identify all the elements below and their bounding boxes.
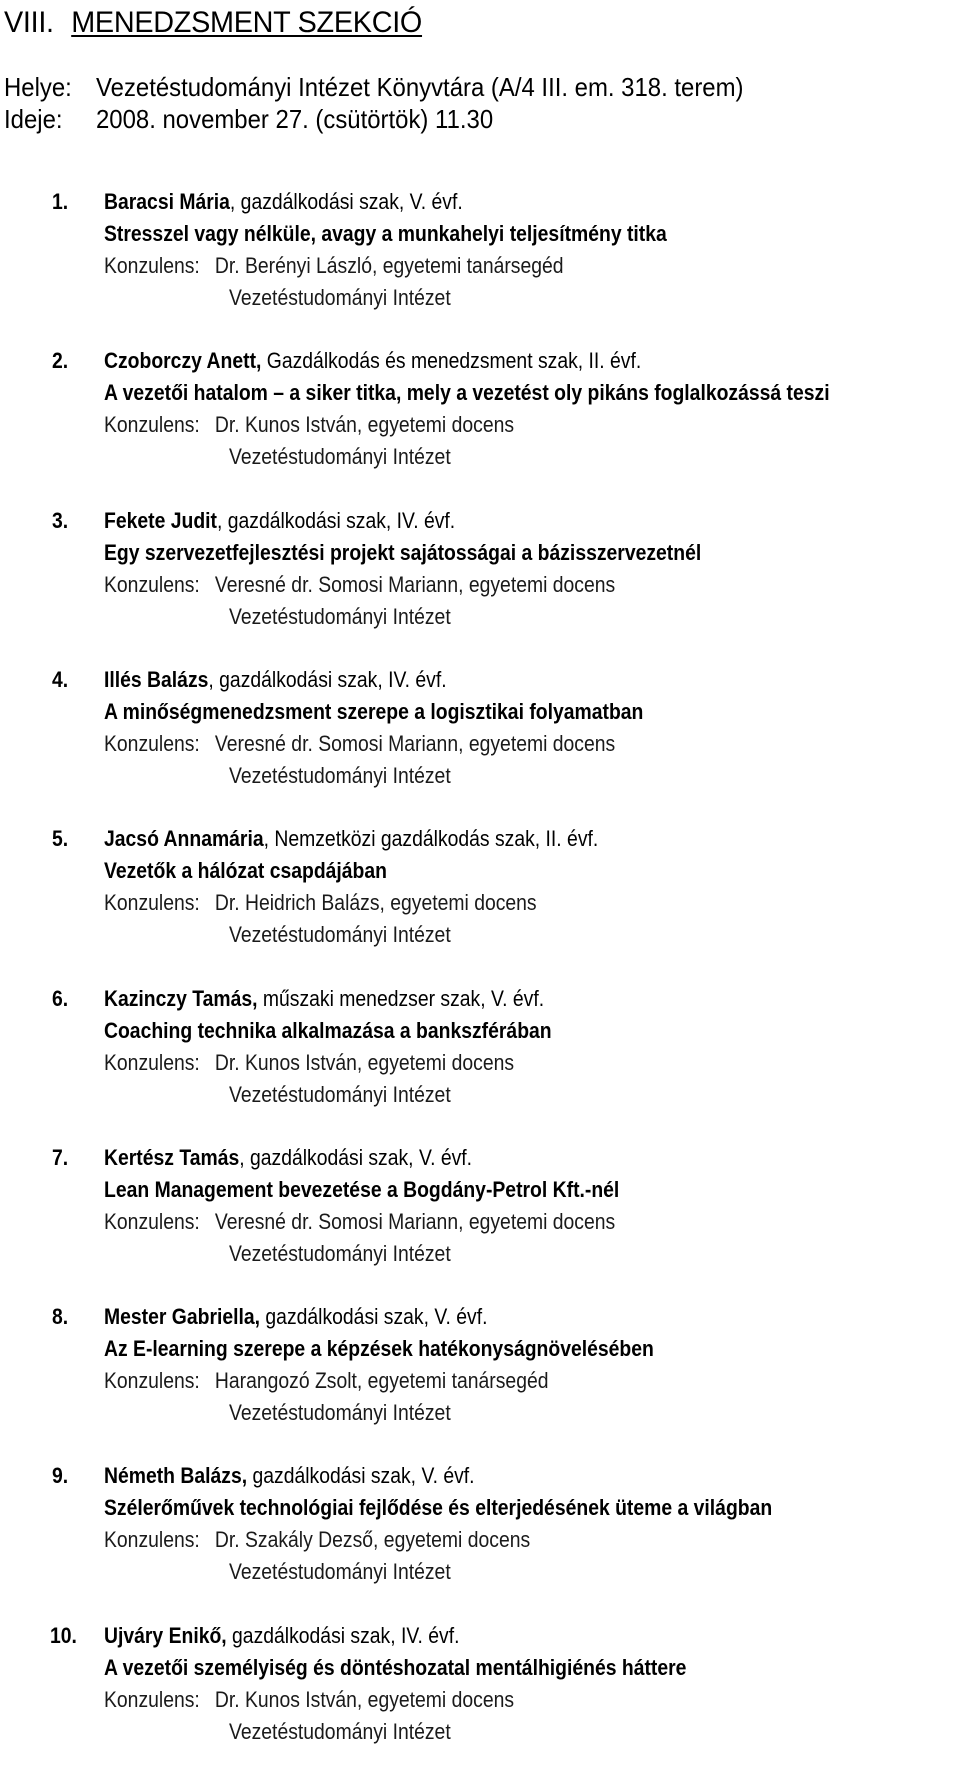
presentation-title: Stresszel vagy nélküle, avagy a munkahelyi teljesítmény titka <box>104 221 667 246</box>
presentation-title: Lean Management bevezetése a Bogdány-Petrol Kft.-nél <box>104 1177 620 1202</box>
advisor-name: Veresné dr. Somosi Mariann, egyetemi docens <box>214 572 616 597</box>
advisor-line <box>104 1526 530 1554</box>
advisor-label: Konzulens: <box>104 1368 200 1393</box>
presentation-title: Az E-learning szerepe a képzések hatékonyságnövelésében <box>104 1336 654 1361</box>
location-label: Helye: <box>4 72 72 102</box>
entry-number: 7. <box>52 1145 69 1170</box>
advisor-line <box>104 1208 615 1236</box>
advisor-line <box>104 411 514 439</box>
advisor-name: Dr. Kunos István, egyetemi docens <box>214 412 515 437</box>
advisor-line <box>104 889 537 917</box>
student-name: Jacsó Annamária <box>104 826 264 851</box>
time-line <box>4 103 493 135</box>
student-program: , gazdálkodási szak, IV. évf. <box>216 508 456 533</box>
student-name: Németh Balázs, <box>104 1463 248 1488</box>
advisor-line <box>104 730 615 758</box>
institute-name: Vezetéstudományi Intézet <box>229 763 451 788</box>
presentation-entry <box>0 507 960 667</box>
advisor-line <box>104 1049 514 1077</box>
section-number: VIII. <box>4 6 54 39</box>
advisor-label: Konzulens: <box>104 1687 200 1712</box>
institute-name: Vezetéstudományi Intézet <box>229 1241 451 1266</box>
presentation-entry <box>0 1462 960 1622</box>
student-line <box>104 825 598 853</box>
student-line <box>104 1622 459 1650</box>
entry-number: 8. <box>52 1304 69 1329</box>
entry-number: 1. <box>52 189 69 214</box>
presentation-title: A vezetői személyiség és döntéshozatal mentálhigiénés háttere <box>104 1655 687 1680</box>
institute-name: Vezetéstudományi Intézet <box>229 285 451 310</box>
advisor-label: Konzulens: <box>104 253 200 278</box>
institute-name: Vezetéstudományi Intézet <box>229 444 451 469</box>
institute-name: Vezetéstudományi Intézet <box>229 1400 451 1425</box>
student-line <box>104 1144 472 1172</box>
advisor-line <box>104 252 564 280</box>
presentation-entry <box>0 188 960 348</box>
presentation-entry <box>0 347 960 507</box>
student-line <box>104 1303 487 1331</box>
student-line <box>104 666 447 694</box>
student-line <box>104 985 544 1013</box>
advisor-line <box>104 1367 548 1395</box>
student-name: Kazinczy Tamás, <box>104 986 258 1011</box>
student-program: műszaki menedzser szak, V. évf. <box>257 986 545 1011</box>
entry-number: 2. <box>52 348 69 373</box>
student-name: Kertész Tamás <box>104 1145 240 1170</box>
student-name: Ujváry Enikő, <box>104 1623 227 1648</box>
institute-name: Vezetéstudományi Intézet <box>229 604 451 629</box>
student-program: Gazdálkodás és menedzsment szak, II. évf. <box>261 348 642 373</box>
student-name: Fekete Judit <box>104 508 217 533</box>
presentation-title: Vezetők a hálózat csapdájában <box>104 858 387 883</box>
advisor-name: Dr. Berényi László, egyetemi tanársegéd <box>214 253 564 278</box>
institute-name: Vezetéstudományi Intézet <box>229 1082 451 1107</box>
student-name: Illés Balázs <box>104 667 209 692</box>
student-program: gazdálkodási szak, V. évf. <box>247 1463 475 1488</box>
location-value: Vezetéstudományi Intézet Könyvtára (A/4 III. em. 318. terem) <box>96 72 744 102</box>
advisor-label: Konzulens: <box>104 890 200 915</box>
advisor-name: Dr. Kunos István, egyetemi docens <box>214 1687 515 1712</box>
advisor-name: Dr. Szakály Dezső, egyetemi docens <box>214 1527 531 1552</box>
institute-name: Vezetéstudományi Intézet <box>229 1559 451 1584</box>
entry-number: 5. <box>52 826 69 851</box>
time-label: Ideje: <box>4 104 63 134</box>
institute-name: Vezetéstudományi Intézet <box>229 922 451 947</box>
advisor-name: Veresné dr. Somosi Mariann, egyetemi docens <box>214 1209 616 1234</box>
presentation-title: A minőségmenedzsment szerepe a logisztikai folyamatban <box>104 699 644 724</box>
student-program: , gazdálkodási szak, IV. évf. <box>208 667 447 692</box>
student-program: , gazdálkodási szak, V. évf. <box>229 189 463 214</box>
student-line <box>104 1462 475 1490</box>
time-value: 2008. november 27. (csütörtök) 11.30 <box>96 104 494 134</box>
advisor-label: Konzulens: <box>104 412 200 437</box>
advisor-name: Harangozó Zsolt, egyetemi tanársegéd <box>214 1368 549 1393</box>
section-heading <box>4 4 422 42</box>
student-program: , gazdálkodási szak, V. évf. <box>239 1145 473 1170</box>
presentation-entry <box>0 1303 960 1463</box>
presentation-title: Szélerőművek technológiai fejlődése és elterjedésének üteme a világban <box>104 1495 773 1520</box>
student-name: Czoborczy Anett, <box>104 348 262 373</box>
advisor-line <box>104 1686 514 1714</box>
advisor-label: Konzulens: <box>104 1527 200 1552</box>
entry-number: 6. <box>52 986 69 1011</box>
entry-number: 4. <box>52 667 69 692</box>
presentation-title: A vezetői hatalom – a siker titka, mely a vezetést oly pikáns foglalkozássá teszi <box>104 380 830 405</box>
presentation-title: Egy szervezetfejlesztési projekt sajátosságai a bázisszervezetnél <box>104 540 702 565</box>
student-line <box>104 188 463 216</box>
presentation-entry <box>0 1144 960 1304</box>
presentation-entry <box>0 985 960 1145</box>
advisor-name: Dr. Heidrich Balázs, egyetemi docens <box>214 890 537 915</box>
advisor-name: Dr. Kunos István, egyetemi docens <box>214 1050 515 1075</box>
student-program: gazdálkodási szak, IV. évf. <box>226 1623 460 1648</box>
student-line <box>104 347 641 375</box>
entry-number: 9. <box>52 1463 69 1488</box>
presentation-entry <box>0 825 960 985</box>
advisor-label: Konzulens: <box>104 572 200 597</box>
advisor-label: Konzulens: <box>104 731 200 756</box>
location-line <box>4 71 743 103</box>
advisor-label: Konzulens: <box>104 1050 200 1075</box>
advisor-label: Konzulens: <box>104 1209 200 1234</box>
presentation-entry <box>0 1622 960 1782</box>
student-program: , Nemzetközi gazdálkodás szak, II. évf. <box>263 826 599 851</box>
entry-number: 3. <box>52 508 69 533</box>
student-program: gazdálkodási szak, V. évf. <box>260 1304 488 1329</box>
advisor-line <box>104 571 615 599</box>
presentation-entry <box>0 666 960 826</box>
advisor-name: Veresné dr. Somosi Mariann, egyetemi docens <box>214 731 616 756</box>
entry-number: 10. <box>50 1623 77 1648</box>
presentation-title: Coaching technika alkalmazása a bankszférában <box>104 1018 552 1043</box>
student-line <box>104 507 455 535</box>
section-title: MENEDZSMENT SZEKCIÓ <box>71 6 423 39</box>
institute-name: Vezetéstudományi Intézet <box>229 1719 451 1744</box>
student-name: Baracsi Mária <box>104 189 230 214</box>
student-name: Mester Gabriella, <box>104 1304 261 1329</box>
